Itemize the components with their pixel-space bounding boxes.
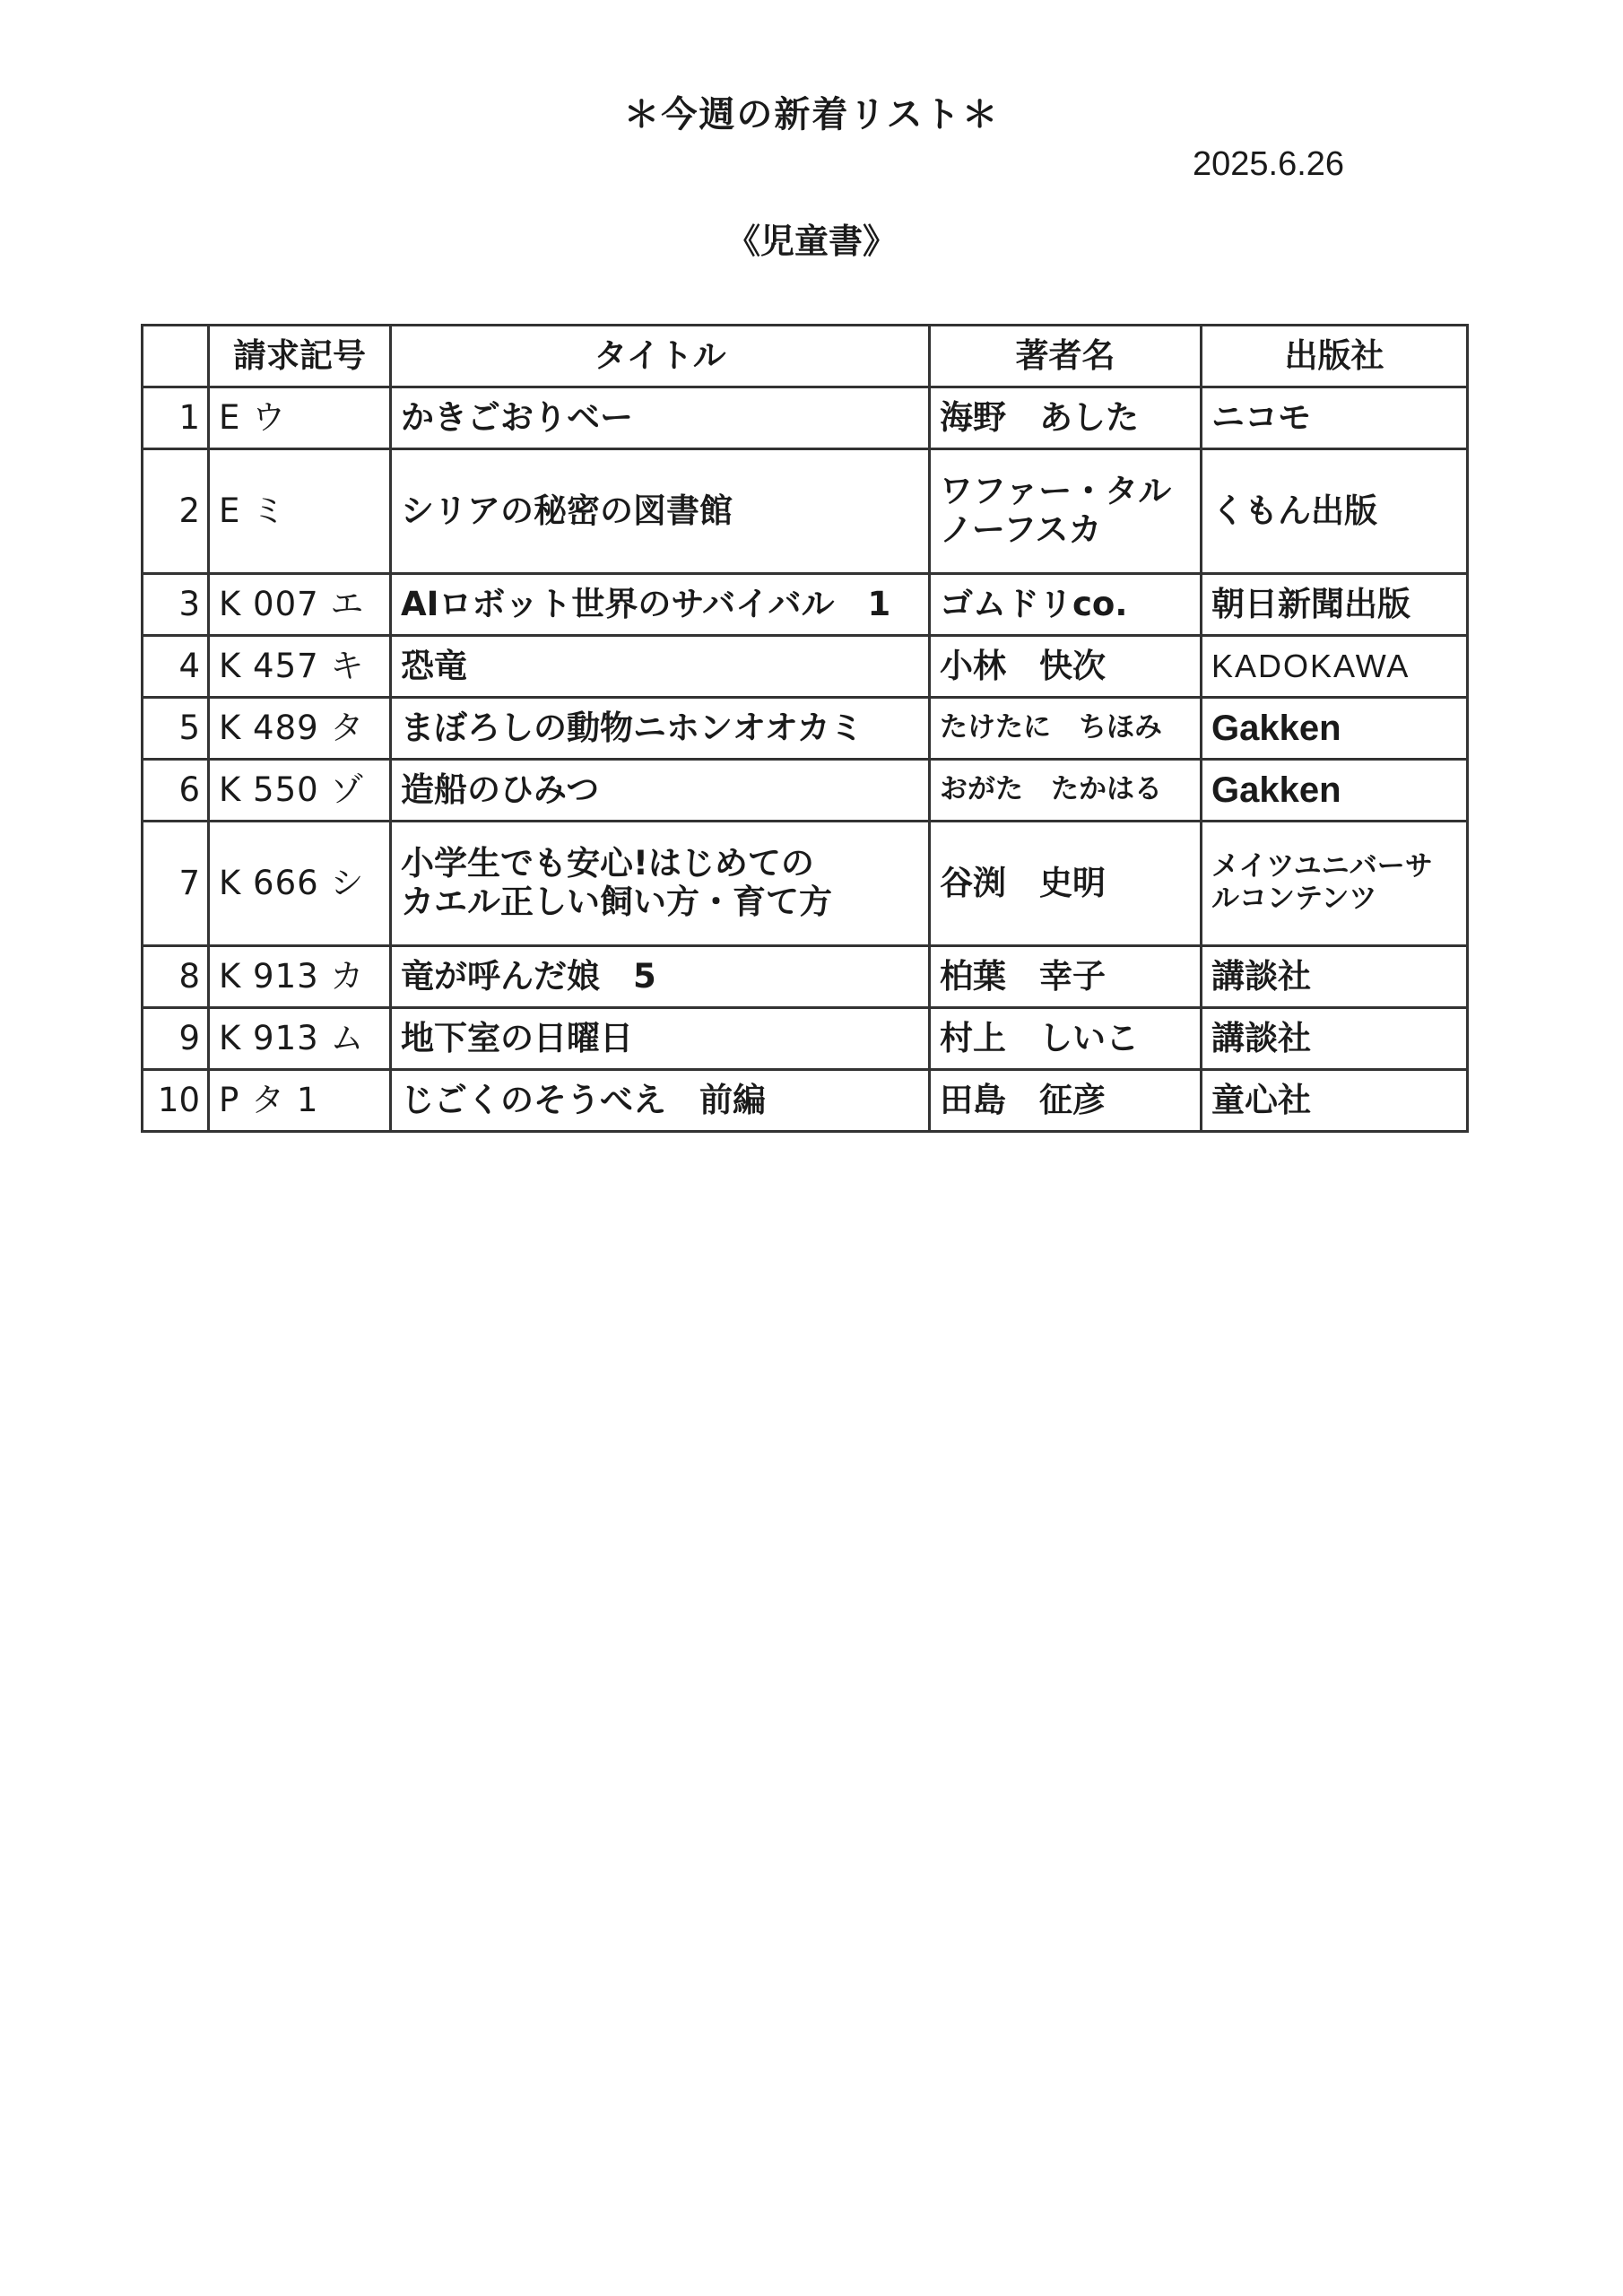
column-header-call-number: 請求記号 <box>209 326 391 387</box>
publisher-name: メイツユニバーサ ルコンテンツ <box>1202 822 1468 946</box>
publisher-name: ニコモ <box>1202 387 1468 449</box>
row-number: 1 <box>143 387 209 449</box>
row-number: 2 <box>143 449 209 574</box>
call-number: K 007 エ <box>209 574 391 636</box>
author-name: ゴムドリco. <box>930 574 1202 636</box>
call-number: E ウ <box>209 387 391 449</box>
table-row <box>143 574 1468 636</box>
book-title: 恐竜 <box>391 636 930 698</box>
call-number: K 913 ム <box>209 1008 391 1070</box>
publisher-name: Gakken <box>1202 698 1468 760</box>
table-row <box>143 1070 1468 1132</box>
table-row <box>143 946 1468 1008</box>
column-header-publisher: 出版社 <box>1202 326 1468 387</box>
table-header-row <box>143 326 1468 387</box>
author-name: ワファー・タル ノーフスカ <box>930 449 1202 574</box>
book-title: 地下室の日曜日 <box>391 1008 930 1070</box>
publisher-name: 朝日新聞出版 <box>1202 574 1468 636</box>
author-name: 海野 あした <box>930 387 1202 449</box>
publisher-name: 講談社 <box>1202 946 1468 1008</box>
table-row <box>143 760 1468 822</box>
book-title: まぼろしの動物ニホンオオカミ <box>391 698 930 760</box>
new-arrivals-table <box>141 324 1469 1133</box>
publisher-name: Gakken <box>1202 760 1468 822</box>
column-header-author: 著者名 <box>930 326 1202 387</box>
table-row <box>143 449 1468 574</box>
call-number: K 489 タ <box>209 698 391 760</box>
table-row <box>143 387 1468 449</box>
column-header-title: タイトル <box>391 326 930 387</box>
call-number: K 457 キ <box>209 636 391 698</box>
author-name: 村上 しいこ <box>930 1008 1202 1070</box>
list-date: 2025.6.26 <box>1193 145 1345 183</box>
row-number: 3 <box>143 574 209 636</box>
publisher-name: くもん出版 <box>1202 449 1468 574</box>
author-name: おがた たかはる <box>930 760 1202 822</box>
row-number: 8 <box>143 946 209 1008</box>
row-number: 9 <box>143 1008 209 1070</box>
row-number: 6 <box>143 760 209 822</box>
publisher-name: KADOKAWA <box>1202 636 1468 698</box>
call-number: P タ 1 <box>209 1070 391 1132</box>
row-number: 7 <box>143 822 209 946</box>
row-number: 5 <box>143 698 209 760</box>
call-number: K 550 ゾ <box>209 760 391 822</box>
call-number: K 913 カ <box>209 946 391 1008</box>
author-name: 谷渕 史明 <box>930 822 1202 946</box>
column-header-number <box>143 326 209 387</box>
table-row <box>143 822 1468 946</box>
author-name: 柏葉 幸子 <box>930 946 1202 1008</box>
publisher-name: 童心社 <box>1202 1070 1468 1132</box>
book-title: 小学生でも安心!はじめての カエル正しい飼い方・育て方 <box>391 822 930 946</box>
page-title: ＊今週の新着リスト＊ <box>623 94 1000 135</box>
author-name: 田島 征彦 <box>930 1070 1202 1132</box>
table-row <box>143 636 1468 698</box>
book-title: じごくのそうべえ 前編 <box>391 1070 930 1132</box>
author-name: 小林 快次 <box>930 636 1202 698</box>
call-number: E ミ <box>209 449 391 574</box>
section-title: 《児童書》 <box>725 222 897 261</box>
table-row <box>143 1008 1468 1070</box>
book-title: シリアの秘密の図書館 <box>391 449 930 574</box>
book-title: AIロボット世界のサバイバル 1 <box>391 574 930 636</box>
book-title: 竜が呼んだ娘 5 <box>391 946 930 1008</box>
row-number: 10 <box>143 1070 209 1132</box>
call-number: K 666 シ <box>209 822 391 946</box>
author-name: たけたに ちほみ <box>930 698 1202 760</box>
publisher-name: 講談社 <box>1202 1008 1468 1070</box>
row-number: 4 <box>143 636 209 698</box>
table-row <box>143 698 1468 760</box>
book-title: かきごおりベー <box>391 387 930 449</box>
book-title: 造船のひみつ <box>391 760 930 822</box>
